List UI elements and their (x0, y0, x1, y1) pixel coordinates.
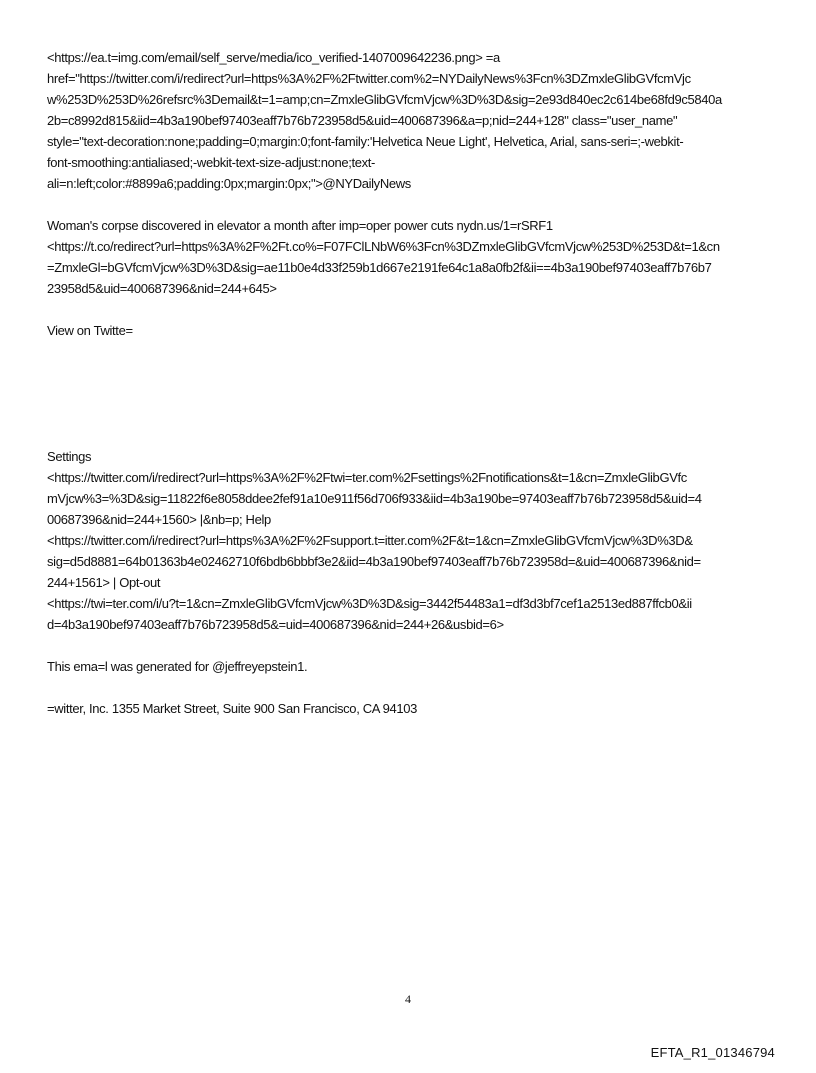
text-line: Woman's corpse discovered in elevator a month after imp=oper power cuts nydn.us/1=rSRF1 (47, 218, 553, 233)
text-line: <https://twitter.com/i/redirect?url=https%3A%2F%2Fsupport.t=itter.com%2F&t=1&cn=ZmxleGlibGVfcmVjcw%3D%3D& (47, 533, 693, 548)
text-line: <https://twi=ter.com/i/u?t=1&cn=ZmxleGlibGVfcmVjcw%3D%3D&sig=3442f54483a1=df3d3bf7cef1a2513ed887ffcb0&ii (47, 596, 692, 611)
text-line: w%253D%253D%26refsrc%3Demail&t=1=amp;cn=ZmxleGlibGVfcmVjcw%3D%3D&sig=2e93d840ec2c614be68fd9c5840a (47, 92, 722, 107)
text-line: style="text-decoration:none;padding=0;margin:0;font-family:'Helvetica Neue Light', Helvetica, Arial, sans-seri=;-webkit- (47, 134, 684, 149)
text-line: ali=n:left;color:#8899a6;padding:0px;margin:0px;">@NYDailyNews (47, 176, 411, 191)
text-line: 23958d5&uid=400687396&nid=244+645> (47, 281, 277, 296)
tweet-text-paragraph (47, 215, 787, 299)
verified-link-paragraph (47, 47, 787, 194)
bates-number: EFTA_R1_01346794 (650, 1045, 775, 1060)
text-line: View on Twitte= (47, 323, 133, 338)
view-on-twitter-paragraph (47, 320, 787, 341)
text-line: This ema=l was generated for @jeffreyepstein1. (47, 659, 308, 674)
text-line: =ZmxleGl=bGVfcmVjcw%3D%3D&sig=ae11b0e4d33f259b1d667e2191fe64c1a8a0fb2f&ii==4b3a190bef97403eaff7b76b7 (47, 260, 712, 275)
page-number: 4 (405, 992, 411, 1006)
text-line: sig=d5d8881=64b01363b4e02462710f6bdb6bbbf3e2&iid=4b3a190bef97403eaff7b76b723958d=&uid=400687396&nid= (47, 554, 701, 569)
text-line: 00687396&nid=244+1560> |&nb=p; Help (47, 512, 271, 527)
text-line: <https://twitter.com/i/redirect?url=https%3A%2F%2Ftwi=ter.com%2Fsettings%2Fnotifications&t=1&cn=ZmxleGlibGVfc (47, 470, 687, 485)
text-line: <https://t.co/redirect?url=https%3A%2F%2Ft.co%=F07FClLNbW6%3Fcn%3DZmxleGlibGVfcmVjcw%253D%253D&t=1&cn (47, 239, 720, 254)
text-line: 2b=c8992d815&iid=4b3a190bef97403eaff7b76b723958d5&uid=400687396&a=p;nid=244+128" class="user_name" (47, 113, 678, 128)
text-line: font-smoothing:antialiased;-webkit-text-size-adjust:none;text- (47, 155, 376, 170)
footer-links-paragraph (47, 446, 787, 635)
text-line: 244+1561> | Opt-out (47, 575, 161, 590)
text-line: d=4b3a190bef97403eaff7b76b723958d5&=uid=400687396&nid=244+26&usbid=6> (47, 617, 504, 632)
company-address-paragraph (47, 698, 787, 719)
generated-for-paragraph (47, 656, 787, 677)
text-line: Settings (47, 449, 92, 464)
text-line: mVjcw%3=%3D&sig=11822f6e8058ddee2fef91a10e911f56d706f933&iid=4b3a190be=97403eaff7b76b723958d5&uid=4 (47, 491, 702, 506)
text-line: href="https://twitter.com/i/redirect?url=https%3A%2F%2Ftwitter.com%2=NYDailyNews%3Fcn%3DZmxleGlibGVfcmVjc (47, 71, 691, 86)
text-line: =witter, Inc. 1355 Market Street, Suite 900 San Francisco, CA 94103 (47, 701, 418, 716)
text-line: <https://ea.t=img.com/email/self_serve/media/ico_verified-1407009642236.png> =a (47, 50, 500, 65)
